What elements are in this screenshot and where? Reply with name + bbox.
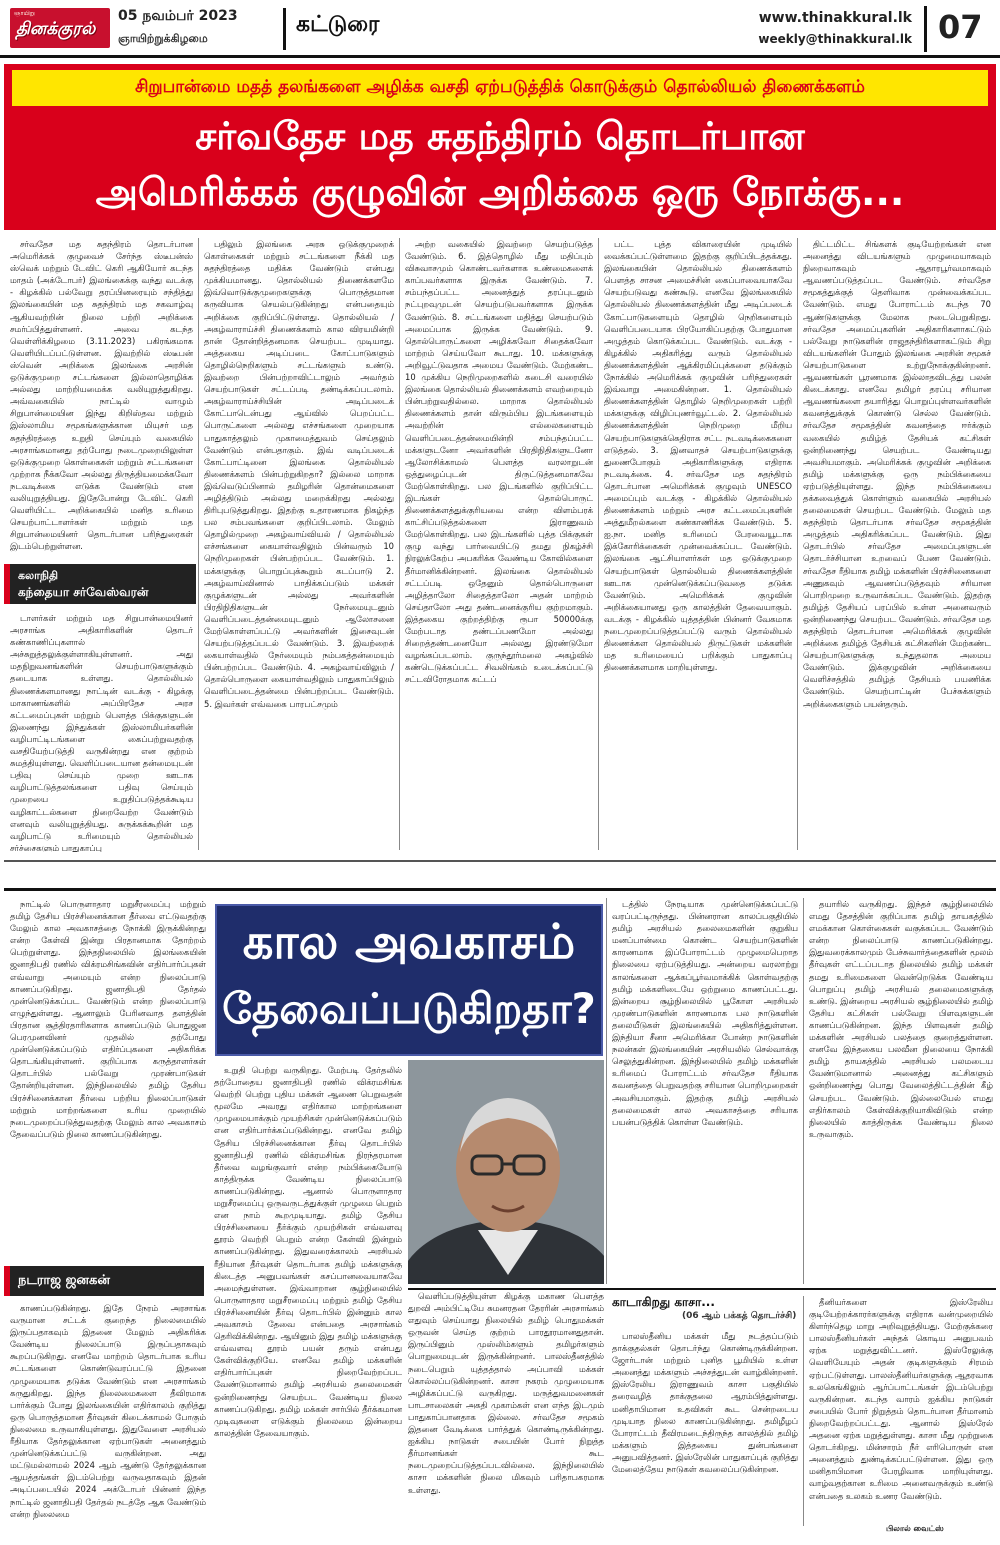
article2-paragraph: உறுதி பெற்று வருகிறது. மேற்படி தேர்தலில் தற்போதைய ஜனாதிபதி ரணில் விக்ரமசிங்க வெற்றி பெற்று புதிய மக்கள் ஆணை பெறுவதன் மூலமே அவரது எதிர்கால மாற்றங்களை முழுமையாக்கும் முயற்சிகள் முன்னெடுக்கப்படும் என எதிர்பார்க்கப்படுகின்றது. எனவே தமிழ் தேசிய பிரச்சினைக்கான தீர்வு தொடர்பில் ஜனாதிபதி ரணில் விக்ரமசிங்க நிரந்தரமான தீர்வை வழங்குவார் என்ற நம்பிக்கையோடு காத்திருக்க வேண்டிய நிலைப்பாடு காணப்படுகின்றது. ஆனால் பொருளாதார மறுசீரமைப்பு ஒருவருடத்துக்குள் முழுமை பெறும் என நாம் கூறமுடியாது. தமிழ் தேசிய பிரச்சினையை தீர்க்கும் முயற்சிகள் எவ்வளவு தூரம் வெற்றி பெறும் என்ற கேள்வி இன்றும் காணப்படுகின்றது. இதுவரைக்காலம் அரசியல் ரீதியான தீர்வுகள் தொடர்பாக தமிழ் மக்களுக்கு கிடைத்த அனுபவங்கள் கசப்பானவையாகவே அமைந்துள்ளன. இவ்வாறான சூழ்நிலையில் பொருளாதார மறுசீரமைப்பு மற்றும் தமிழ் தேசிய பிரச்சினையின் தீர்வு தொடர்பில் இன்னும் கால அவகாசம் தேவை என்பதை அரசாங்கம் தெரிவிக்கின்றது. ஆயினும் இது தமிழ் மக்களுக்கு எவ்வளவு தூரம் பயன் தரும் என்பது கேள்விக்குறியே. எனவே தமிழ் மக்களின் எதிர்பார்ப்புகள் நிறைவேற்றப்பட வேண்டுமானால் தமிழ் அரசியல் தலைமைகள் ஒன்றிணைந்து செயற்பட வேண்டிய நிலை காணப்படுகிறது. தமிழ் மக்கள் சார்பில் தீர்க்கமான முடிவுகளை எடுக்கும் நிலைமை இன்றைய காலத்தின் தேவையாகும். bbox=[214, 1065, 402, 1438]
subarticle-continuation: (06 ஆம் பக்கத் தொடர்ச்சி) bbox=[682, 1311, 797, 1321]
article1-paragraph: பதிலும் இலங்கை அரசு ஒடுக்குமுறைக் கொள்கைகள் மற்றும் சட்டங்களை நீக்கி மத சுதந்திரத்தை மதிக்க வேண்டும் என்பது முக்கியமானது. தொல்லியல் திணைக்களமே இவ்வொடுக்குமுறைகளுக்கு பொருத்தமான கருவியாக செயல்படுகின்றது என்பதையும் அறிக்கை குறிப்பிட்டுள்ளது. தொல்லியல் / அகழ்வாராய்ச்சி திணைக்களம் கால விரயமின்றி தான் தோன்றித்தனமாக செயற்பட முடியாது. அத்தகைய அடிப்படை கோட்பாடுகளும் தொழில்நெறிகளும் சட்டங்களும் உண்டு. இவற்றை பின்பற்றாவிட்டாலும் அவர்தம் செயற்பாடுகள் சட்டப்படி தண்டிக்கப்படலாம். அகழ்வாராய்ச்சியின் அடிப்படைக் கோட்பாடென்பது ஆய்வில் பெறப்பட்ட பொருட்களை அல்லது எச்சங்களை முறையாக பாதுகாத்தலும் முகாமைத்துவம் செய்தலும் வேண்டும் என்பதாகும். இவ் வடிப்படைக் கோட்பாட்டினை இலங்கை தொல்லியல் திணைக்களம் பின்பற்றுகிறதா? இல்லை மாறாக இவ்வெடுப்பினால் தமிழரின் தொன்மைகளை அழித்திடும் அல்லது மறைக்கிறது அல்லது திரிபுபடுத்துகிறது. இதற்கு உதாரணமாக நிகழ்ந்த பல சம்பவங்களை குறிப்பிடலாம். மேலும் தொழில்முறை அகழ்வாய்வியல் / தொல்லியல் எச்சங்களை கையாள்வதிலும் பின்வரும் 10 நெறிமுறைகள் பின்பற்றப்பட வேண்டும். 1. மக்களுக்கு பொறுப்புக்கூறும் கடப்பாடு 2. அகழ்வாய்வினால் பாதிக்கப்படும் மக்கள் குழுக்களுடன் அல்லது அவர்களின் பிரதிநிதிகளுடன் நேர்மையுடனும் வெளிப்படைத்தன்மையுடனும் ஆலோசனை மேற்கொள்ளப்பட்டு அவர்களின் இசைவுடன் செயற்படுத்தப்படல் வேண்டும். 3. இவற்றைக் கையாள்வதில் நேர்மையும் நம்பகத்தன்மையும் பின்பற்றப்பட வேண்டும். 4. அகழ்வாய்விலும் / தொல்பொருளை கையாள்வதிலும் பாதுகாப்பிலும் வெளிப்படைத்தன்மை பின்பற்றப்பட வேண்டும். 5. இவர்கள் எவ்வகை பாரபட்சமும் bbox=[204, 239, 394, 709]
subarticle-column-1 bbox=[612, 1330, 798, 1540]
article2-byline bbox=[4, 1266, 204, 1296]
article2-paragraph: நாட்டில் பொருளாதார மறுசீரமைப்பு மற்றும் தமிழ் தேசிய பிரச்சினைக்கான தீர்வை எட்டுவதற்கு மேலும் கால அவகாசத்தை நோக்கி இருக்கின்றது என்ற கேள்வி இன்று பிரதானமாக தோற்றம் பெற்றுள்ளது. இந்தநிலையில் இலங்கையின் ஜனாதிபதி ரணில் விக்ரமசிங்கவின் எதிர்பார்ப்புகள் எவ்வாறு அமையும் என்ற நிலைப்பாடு காணப்படுகிறது. ஜனாதிபதி தேர்தல் முன்னெடுக்கப்பட வேண்டும் என்ற நிலைப்பாடு எழுந்துள்ளது. ஆனாலும் பேரினவாத தளத்தின் பிரதான சூத்திரதாரிகளாக காணப்படும் பொதுஜன பெரமுனவினர் முதலில் தற்போது முன்னெடுக்கப்படும் எதிர்ப்புகளை அதிகரிக்க தொடங்கியுள்ளனர். குறிப்பாக கருத்தாளர்கள் தொடர்பில் பல்வேறு முரண்பாடுகள் தோன்றியுள்ளன. இந்நிலையில் தமிழ் தேசிய பிரச்சினைக்கான தீர்வை பற்றிய நிலைப்பாடுகள் மற்றும் மாற்றங்களை உரிய முறையில் நடைமுறைப்படுத்துவதற்கு மேலும் கால அவகாசம் தேவைப்படும் நிலை காணப்படுகின்றது. bbox=[10, 899, 206, 1139]
article2-column-3-top bbox=[612, 898, 798, 1284]
email-link[interactable]: weekly@thinakkural.lk bbox=[758, 32, 912, 46]
portrait-illustration bbox=[408, 1060, 604, 1284]
article2-column-4-top bbox=[809, 898, 993, 1284]
column-rule bbox=[198, 238, 199, 850]
logo-small-text: ஞாயிறு bbox=[14, 10, 35, 17]
article1-column-1-top bbox=[10, 238, 193, 558]
article2-paragraph: காணப்படுகின்றது. இதே நேரம் அரசாங்க வருமான சட்டக் குறைந்த நிலைமையில் இருப்பதாகவும் இதனை மேலும் அதிகரிக்க வேண்டிய நிலைப்பாடு இருப்பதாகவும் கூறப்படுகிறது. எனவே மாற்றம் தொடர்பாக உரிய சட்டங்களை கொண்டுவரப்பட்டு இதனை முழுமையாக தடுக்க வேண்டும் என அரசாங்கம் கருதுகிறது. இந்த நிலைமைகளை தீவிரமாக பார்க்கும் போது இலங்கையின் எதிர்காலம் குறித்து ஒரு பொருத்தமான தீர்வுகள் கிடைக்காமல் போகும் நிலைமை உருவாகியுள்ளது. இதுவேளை அரசியல் ரீதியாக தேர்தலுக்கான ஏற்பாடுகள் அனைத்தும் முன்னெடுக்கப்பட்டு வருகின்றன. அது மட்டுமல்லாமல் 2024 ஆம் ஆண்டு தேர்தலுக்கான ஆயத்தங்கள் இடம்பெற்று வருவதாகவும் இதன் அடிப்படையில் 2024 அக்டோபர் பின்னர் இந்த நாட்டில் ஜனாதிபதி தேர்தல் நடத்தே ஆக வேண்டும் என்ற நிலைமை bbox=[10, 1303, 206, 1519]
logo-name: தினக்குரல் bbox=[16, 19, 96, 39]
issue-day: ஞாயிற்றுக்கிழமை bbox=[118, 32, 208, 45]
article1-paragraph: அற்ற வகையில் இவற்றை செயற்படுத்த வேண்டும். 6. இத்தொழில் மீது மதிப்பும் விசுவாசமும் கொண்டவர்களாக உண்மைகளைக் காப்பவர்களாக இருக்க வேண்டும். 7. சம்பந்தப்பட்ட அனைத்துத் தரப்புடனும் நட்புறவுமுடன் செயற்படுபவர்களாக இருக்க வேண்டும். 8. சட்டங்களை மதித்து செயற்படும் அமைப்பாக இருக்க வேண்டும். 9. தொல்பொருட்களை அழிக்கவோ சிதைக்கவோ மாற்றம் செய்யவோ கூடாது. 10. மக்களுக்கு அறிவூட்டுவதாக அமைய வேண்டும். மேற்கண்ட 10 முக்கிய நெறிமுறைகளில் கடைசி வரையில் இலங்கை தொல்லியல் திணைக்களம் எவற்றையும் பின்பற்றுவதில்லை. மாறாக தொல்லியல் திணைக்களம் தான் விரும்பிய இடங்களையும் அவற்றின் எல்லைகளையும் வெளிப்படைத்தன்மையின்றி சம்பந்தப்பட்ட மக்களுடனோ அவர்களின் பிரதிநிதிகளுடனோ ஆலோசிக்காமல் பௌத்த வரலாறுடன் ஒத்துழைப்புடன் திருட்டுத்தனமாகவே மேற்கொள்கிறது. பல இடங்களில் குறிப்பிட்ட இடங்கள் தொல்பொருட் திணைக்களத்துக்குரியவை என்ற விளம்பரக் காட்சிப்படுத்தல்களை இராணுவம் மேற்கொள்கிறது. பல இடங்களில் புத்த பிக்குகள் குழு வந்து பார்வையிட்டு தமது நிகழ்ச்சி நிரலுக்கேற்ப அபகரிக்க வேண்டிய கோவில்களை தீர்மானிக்கின்றனர். இலங்கை தொல்லியல் சட்டப்படி ஒதேனும் தொல்பொருளை அழித்தாலோ சிதைத்தாலோ அதன் மாற்றம் செய்தாலோ அது தண்டனைக்குரிய குற்றமாகும். இத்தகைய குற்றத்திற்கு ரூபா 50000க்கு மேற்படாத தண்டப்பணமோ அல்லது சிறைத்தண்டனையோ அல்லது இரண்டுமோ வழங்கப்படலாம். குருந்தூர்மலை அகழ்வில் கண்டெடுக்கப்பட்ட சிவலிங்கம் உடைக்கப்பட்டு சட்டவிரோதமாக கட்டப் bbox=[405, 239, 593, 685]
column-rule bbox=[803, 1296, 804, 1526]
column-rule bbox=[606, 898, 607, 1284]
page-number-divider bbox=[924, 6, 927, 52]
column-rule bbox=[598, 238, 599, 850]
subarticle-column-2 bbox=[809, 1296, 993, 1522]
article2-headline-line1: கால அவகாசம் bbox=[242, 914, 576, 970]
article2-paragraph: டத்தில் நேரடியாக முன்னெடுக்கப்பட்டு வரப்பட்டிருந்தது. பின்னரான காலப்பகுதியில் தமிழ் அரசியல் தலைமைகளின் குறுகிய மனப்பான்மை கொண்ட செயற்பாடுகளின் காரணமாக இப்போராட்டம் முழுமைபெறாத நிலையை ஏற்படுத்தியது. அன்றைய வரலாற்று காலங்களை ஆக்கப்பூர்வமாக்கிக் கொள்வதற்கு தமிழ் மக்களிடையே ஒற்றுமை காணப்பட்டது. இன்றைய சூழ்நிலையில் பூகோள அரசியல் முரண்பாடுகளின் காரணமாக பல நாடுகளின் தலையீடுகள் இலங்கையில் அதிகரித்துள்ளன. இந்தியா சீனா அமெரிக்கா போன்ற நாடுகளின் நலன்கள் இலங்கையின் அரசியலில் செல்வாக்கு செலுத்துகின்றன. இந்நிலையில் தமிழ் மக்களின் உரிமைப் போராட்டம் சர்வதேச ரீதியாக கவனத்தை பெறுவதற்கு சரியான பொறிமுறைகள் அவசியமாகும். இதற்கு தமிழ் அரசியல் தலைமைகள் கால அவகாசத்தை சரியாக பயன்படுத்திக் கொள்ள வேண்டும். bbox=[612, 899, 798, 1127]
article2-column-2 bbox=[214, 1064, 402, 1540]
article1-column-1-bottom bbox=[10, 612, 193, 852]
byline-title: கலாநிதி bbox=[18, 569, 59, 582]
byline-accent bbox=[4, 1266, 10, 1296]
article-divider bbox=[4, 888, 996, 891]
article2-column-1-bottom bbox=[10, 1302, 206, 1540]
website-link[interactable]: www.thinakkural.lk bbox=[758, 10, 912, 26]
column-rule bbox=[399, 238, 400, 850]
article1-headline-line1: சர்வதேச மத சுதந்திரம் தொடர்பான bbox=[195, 114, 805, 158]
subarticle-title: காடாகிறது காசா... bbox=[612, 1295, 715, 1309]
article2-column-1-top bbox=[10, 898, 206, 1260]
column-rule bbox=[797, 238, 798, 850]
article1-column-2 bbox=[204, 238, 394, 852]
article1-paragraph: பட்ட புத்த விகாரையின் முடியில் வைக்கப்பட்டுள்ளமை இதற்கு குறிப்பிடத்தக்கது. இலங்கையின் தொல்லியல் திணைக்களம் பௌத்த சாசன அமைச்சின் கைப்பாவையாகவே செயற்படுவது கண்கூடு. எனவே இலங்கையில் தொல்லியல் திணைக்களத்தின் மீது அடிப்படைக் கோட்பாடுகளையும் தொழில் நெறிகளையும் வெளிப்படையாக பிரயோகிப்பதற்கு போதுமான அழுத்தம் கொடுக்கப்பட வேண்டும். வடக்கு - கிழக்கில் அதிகரித்து வரும் தொல்லியல் திணைக்களத்தின் ஆக்கிரமிப்புக்களை தடுக்கும் நோக்கில் அமெரிக்கக் குழுவின் பரிந்துரைகள் இவ்வாறு அமைகின்றன. 1. தொல்லியல் திணைக்களத்தின் தொழில் நெறிமுறைகள் பற்றி மக்களுக்கு விழிப்புணர்வூட்டல். 2. தொல்லியல் திணைக்களத்தின் நெறிமுறை மீறிய செயற்பாடுகளுக்கெதிராக சட்ட நடவடிக்கைகளை எடுத்தல். 3. இனவாதச் செயற்பாடுகளுக்கு துணைபோகும் அதிகாரிகளுக்கு எதிராக நடவடிக்கை. 4. சர்வதேச மத சுதந்திரம் தொடர்பான அமெரிக்கக் குழுவும் UNESCO அமைப்பும் வடக்கு - கிழக்கில் தொல்லியல் திணைக்களம் மற்றும் அரச கட்டமைப்புகளின் அத்துமீறல்களை கண்காணிக்க வேண்டும். 5. ஐ.நா. மனித உரிமைப் பேரவையூடாக இக்கோரிக்கைகள் முன்வைக்கப்பட வேண்டும். இலங்கை ஆட்சியாளர்கள் மத ஒடுக்குமுறை செயற்பாடுகள் தொல்லியல் திணைக்களத்தின் ஊடாக முன்னெடுக்கப்படுவதை தடுக்க வேண்டும். அமெரிக்கக் குழுவின் அறிக்கையானது ஒரு காலத்தின் தேவையாகும். வடக்கு - கிழக்கில் யுத்தத்தின் பின்னர் வேகமாக நடைமுறைப்படுத்தப்பட்டு வரும் தொல்லியல் திணைக்கள தொல்லியல் திருட்டுகள் மக்களின் மத உரிமையைப் பறிக்கும் பாதுகாப்பு திணைக்களமாக மாறியுள்ளது. bbox=[604, 239, 792, 673]
article1-banner bbox=[4, 64, 996, 230]
politician-photo bbox=[408, 1060, 604, 1284]
article1-paragraph: திட்டமிட்ட சிங்களக் குடியேற்றங்கள் என அனைத்து விடயங்களும் முழுமையாகவும் நிறைவாகவும் ஆதாரபூர்வமாகவும் ஆவணப்படுத்தப்பட வேண்டும். சர்வதேச சமூகத்துக்குத் தெளிவாக முன்வைக்கப்பட வேண்டும். எமது போராட்டம் கடந்த 70 ஆண்டுகளுக்கு மேலாக நடைபெறுகிறது. சர்வதேச அமைப்புகளின் அதிகாரிகளாகட்டும் பல்வேறு நாடுகளின் ராஜதந்திரிகளாகட்டும் சிறு விடயங்களின் போதும் இலங்கை அரசின் சமூகச் செயற்பாடுகளை உற்றுநோக்குகின்றனர். ஆவணங்கள் பூரணமாக இல்லாதவிடத்து பலன் கிடைக்காது. எனவே தமிழர் தரப்பு சரியான ஆவணங்களை தயாரித்து பொறுப்புள்ளவர்களின் கவனத்துக்குக் கொண்டு செல்ல வேண்டும். சர்வதேச சமூகத்தின் கவனத்தை ஈர்க்கும் வகையில் தமிழ்த் தேசியக் கட்சிகள் ஒன்றிணைந்து செயற்பட வேண்டியது அவசியமாகும். அமெரிக்கக் குழுவின் அறிக்கை தமிழ் மக்களுக்கு ஒரு நம்பிக்கையை ஏற்படுத்தியுள்ளது. இந்த நம்பிக்கையை தக்கவைத்துக் கொள்ளும் வகையில் அரசியல் தலைமைகள் செயற்பட வேண்டும். மேலும் மத சுதந்திரம் தொடர்பாக சர்வதேச சமூகத்தின் அழுத்தம் அதிகரிக்கப்பட வேண்டும். இது தொடர்பில் சர்வதேச அமைப்புகளுடன் தொடர்ச்சியான உறவைப் பேண வேண்டும். சர்வதேச ரீதியாக தமிழ் மக்களின் பிரச்சினைகளை அணுகவும் ஆவணப்படுத்தவும் சரியான பொறிமுறை உருவாக்கப்பட வேண்டும். இதற்கு தமிழ்த் தேசியப் பரப்பில் உள்ள அனைவரும் ஒன்றிணைந்து செயற்பட வேண்டும். சர்வதேச மத சுதந்திரம் தொடர்பான அமெரிக்கக் குழுவின் அறிக்கை தமிழ்த் தேசியக் கட்சிகளின் மேற்கண்ட செயற்பாடுகளுக்கு உந்துதலாக அமைய வேண்டும். இக்குழுவின் அறிக்கையை வெளிச்சத்தில் தமிழ்த் தேசியம் பயணிக்க வேண்டும். செயற்பாட்டின் பேச்சுக்களும் அறிக்கைகளும் பயன்தரும். bbox=[803, 239, 991, 709]
article1-column-5 bbox=[803, 238, 991, 852]
issue-date: 05 நவம்பர் 2023 bbox=[118, 8, 238, 24]
section-label: கட்டுரை bbox=[296, 12, 380, 37]
photo-credit: பிலால் வைட்ஸ் bbox=[886, 1524, 944, 1533]
article1-strap-text: சிறுபான்மை மதத் தலங்களை அழிக்க வசதி ஏற்படுத்திக் கொடுக்கும் தொல்லியல் திணைக்களம் bbox=[135, 77, 865, 97]
subarticle-paragraph: பாலஸ்தீனிய மக்கள் மீது நடத்தப்படும் தாக்குதல்கள் தொடர்ந்து கொண்டிருக்கின்றன. ஜோர்டான் மற்றும் புனித பூமியில் உள்ள அனைத்து மக்களும் அச்சத்துடன் வாழ்கின்றனர். இஸ்ரேலிய இராணுவம் காசா பகுதியில் தரைவழித் தாக்குதலை ஆரம்பித்துள்ளது. மனிதாபிமான உதவிகள் கூட சென்றடைய முடியாத நிலை காணப்படுகின்றது. தமிழீழப் போராட்டம் தீவிரமடைந்திருந்த காலத்தில் தமிழ் மக்களும் இத்தகைய துன்பங்களை அனுபவித்தனர். இஸ்ரேலின் பாதுகாப்புக் குறித்து மேலைத்தேய நாடுகள் கவலைப்படுகின்றன. bbox=[612, 1331, 798, 1475]
article1-column-3 bbox=[405, 238, 593, 852]
subarticle-paragraph: தீனியர்களை இஸ்ரேலிய குடியேற்றக்காரர்களுக்கு எதிராக வன்முறையில் கிளர்ந்தெழ மாறு அறிவுறுத்தியது. மேற்குக்கரை பாலஸ்தீனியர்கள் அந்தக் கொடிய அனுபவம் ஏற்க மறுத்துவிட்டனர். இஸ்ரேலுக்கு வெளியேயும் அதன் குடிகளுக்கும் சிரமம் ஏற்பட்டுள்ளது. பாலஸ்தீனியர்களுக்கு ஆதரவாக உலகெங்கிலும் ஆர்ப்பாட்டங்கள் இடம்பெற்று வருகின்றன. கடந்த வாரம் ஐக்கிய நாடுகள் சபையில் போர் நிறுத்தம் தொடர்பான தீர்மானம் நிறைவேற்றப்பட்டது. ஆனால் இஸ்ரேல் அதனை ஏற்க மறுத்துள்ளது. காசா மீது முற்றுகை தொடர்கிறது. மின்சாரம் நீர் எரிபொருள் என அனைத்தும் துண்டிக்கப்பட்டுள்ளன. இது ஒரு மனிதாபிமான பேரழிவாக மாறியுள்ளது. வாழ்வதற்கான உரிமை அனைவருக்கும் உண்டு என்பதை உலகம் உணர வேண்டும். bbox=[809, 1297, 993, 1501]
column-rule bbox=[803, 898, 804, 1284]
article2-headline-box bbox=[215, 904, 603, 1056]
article2-headline-line2: தேவைப்படுகிறதா? bbox=[222, 984, 596, 1033]
article2-column-3-bottom bbox=[408, 1290, 604, 1540]
article-divider bbox=[4, 860, 996, 862]
masthead-divider bbox=[283, 8, 286, 50]
article1-byline bbox=[4, 564, 196, 604]
article1-headline-line2: அமெரிக்கக் குழுவின் அறிக்கை ஒரு நோக்கு... bbox=[95, 170, 905, 214]
article1-paragraph: சர்வதேச மத சுதந்திரம் தொடர்பான அமெரிக்கக் குழுவைச் சேர்ந்த ஸ்டீபன்ஸ் ஸ்வெக் மற்றும் டேவிட் கெரி ஆகியோர் கடந்த மாதம் (அக்டோபர்) இலங்கைக்கு வந்து வடக்கு - கிழக்கில் பல்வேறு தரப்பினரையும் சந்தித்து இலங்கையின் மத சுதந்திரம் மத சகவாழ்வு ஆகியவற்றின் நிலை பற்றி அறிக்கை சமர்ப்பித்துள்ளனர். அவை கடந்த வெள்ளிக்கிழமை (3.11.2023) பகிரங்கமாக வெளியிடப்பட்டுள்ளன. இவற்றில் ஸ்டீபன் ஸ்வென் அறிக்கை இலங்கை அரசின் ஒடுக்குமுறை சட்டங்களை இல்லாதொழிக்க அல்லது மாற்றியமைக்க வலியுறுத்துகிறது. அவ்வகையில் நாட்டில் வாழும் சிறுபான்மையின இந்து கிறிஸ்தவ மற்றும் இஸ்லாமிய சமூகங்களுக்கான மியுசர் மத சுதந்திரத்தை உறுதி செய்யும் வகையில் அரசாங்கமானது தற்போது நடைமுறையிலுள்ள ஒடுக்குமுறை கொள்கைகள் மற்றும் சட்டங்களை முற்றாக நீக்கவோ அல்லது திருத்தியமைக்கவோ நடவடிக்கை எடுக்க வேண்டும் என வலியுறுத்தியது. இதேபோன்று டேவிட் கெரி வெளியிட்ட அறிக்கையில் மனித உரிமை செயற்பாட்டாளர்கள் மற்றும் மத சிறுபான்மையினர் தொடர்பான பரிந்துரைகள் இடம்பெற்றுள்ளன. bbox=[10, 239, 193, 552]
masthead bbox=[0, 0, 1000, 58]
newspaper-logo[interactable] bbox=[10, 8, 110, 48]
article2-paragraph: வெளிப்படுத்தியுள்ள கிழக்கு மகாண பௌத்த துறவி அம்பிட்டியே சுமனரதன தேரரின் அரசாங்கம் எதுவும் செய்யாது நிலையில் தமிழ் பொதுமக்கள் ஒருவன் செய்த குற்றம் பாரதூரமானதுதான். இருப்பினும் முஸ்லிம்களும் தமிழர்களும் பொறுமையுடன் இருக்கின்றனர். பாலஸ்தீனத்தில் நடைபெறும் யுத்தத்தால் அப்பாவி மக்கள் கொல்லப்படுகின்றனர். காசா நகரம் முழுமையாக அழிக்கப்பட்டு வருகிறது. மருத்துவமனைகள் பாடசாலைகள் அகதி முகாம்கள் என எந்த இடமும் பாதுகாப்பானதாக இல்லை. சர்வதேச சமூகம் இதனை வேடிக்கை பார்த்துக் கொண்டிருக்கின்றது. ஐக்கிய நாடுகள் சபையின் போர் நிறுத்த தீர்மானங்கள் கூட நடைமுறைப்படுத்தப்படவில்லை. இந்நிலையில் காசா மக்களின் நிலை மிகவும் பரிதாபகரமாக உள்ளது. bbox=[408, 1291, 604, 1495]
byline-author: நடராஜ ஜனகன் bbox=[18, 1273, 110, 1288]
article1-column-4 bbox=[604, 238, 792, 852]
page-number: 07 bbox=[938, 8, 983, 46]
article1-strap bbox=[12, 70, 988, 106]
article2-paragraph: தயாரில் வருகிறது. இந்தச் சூழ்நிலையில் எமது தேசத்தின் குறிப்பாக தமிழ் தாயகத்தில் எமக்கான கொள்கைகள் வகுக்கப்பட வேண்டும் என்ற நிலைப்பாடு காணப்படுகின்றது. இதுவரைக்காலமும் பேச்சுவார்த்தைகளின் மூலம் தீர்வுகள் எட்டப்படாத நிலையில் தமிழ் மக்கள் தமது உரிமைகளை வென்றெடுக்க வேண்டிய பொறுப்பு தமிழ் அரசியல் தலைமைகளுக்கு உண்டு. இன்றைய அரசியல் சூழ்நிலையில் தமிழ் தேசிய கட்சிகள் பல்வேறு பிளவுகளுடன் காணப்படுகின்றன. இந்த பிளவுகள் தமிழ் மக்களின் அரசியல் பலத்தை குறைத்துள்ளன. எனவே இந்தகைய பலவீன நிலையை நோக்கி தமிழ் தாயகத்தில் அரசியல் பலமடைய வேண்டுமானால் அனைத்து கட்சிகளும் ஒன்றிணைந்து பொது வேலைத்திட்டத்தின் கீழ் செயற்பட வேண்டும். இல்லையேல் எமது எதிர்காலம் கேள்விக்குறியாகிவிடும் என்ற நிலையில் காத்திருக்க வேண்டிய நிலை உருவாகும். bbox=[809, 899, 993, 1139]
byline-accent bbox=[4, 564, 10, 604]
article1-paragraph: டாளர்கள் மற்றும் மத சிறுபான்மையினர் அரசாங்க அதிகாரிகளின் தொடர் கண்காணிப்புகளால் அச்சுறுத்தலுக்குள்ளாகியுள்ளனர். அது மதநிறுவனங்களின் செயற்பாடுகளுக்கும் தடையாக உள்ளது. தொல்லியல் திணைக்களமானது நாட்டின் வடக்கு - கிழக்கு மாகாணங்களில் அப்பிரதேச அரச கட்டமைப்புகள் மற்றும் பௌத்த பிக்குகளுடன் இணைந்து இந்துக்கள் இஸ்லாமியர்களின் வழிபாட்டிடங்களை கைப்பற்றுவதற்கு வசதியேற்படுத்தி வருகின்றது என குற்றம் சுமத்தியுள்ளது. வெளிப்படையான தன்மையுடன் பதிவு செய்யும் முறை ஊடாக வழிபாட்டுத்தலங்களை பதிவு செய்யும் முறையை உறுதிப்படுத்தக்கூடிய வழிகாட்டல்களை நிறைவேற்ற வேண்டும் எனவும் வலியுறுத்தியது. சுருக்கக்கூறின் மத வழிபாட்டு உரிமையும் தொல்லியல் சர்ச்சைகளும் பாதுகாப்பு bbox=[10, 613, 193, 852]
byline-author: கந்தையா சர்வேஸ்வரன் bbox=[18, 585, 149, 599]
